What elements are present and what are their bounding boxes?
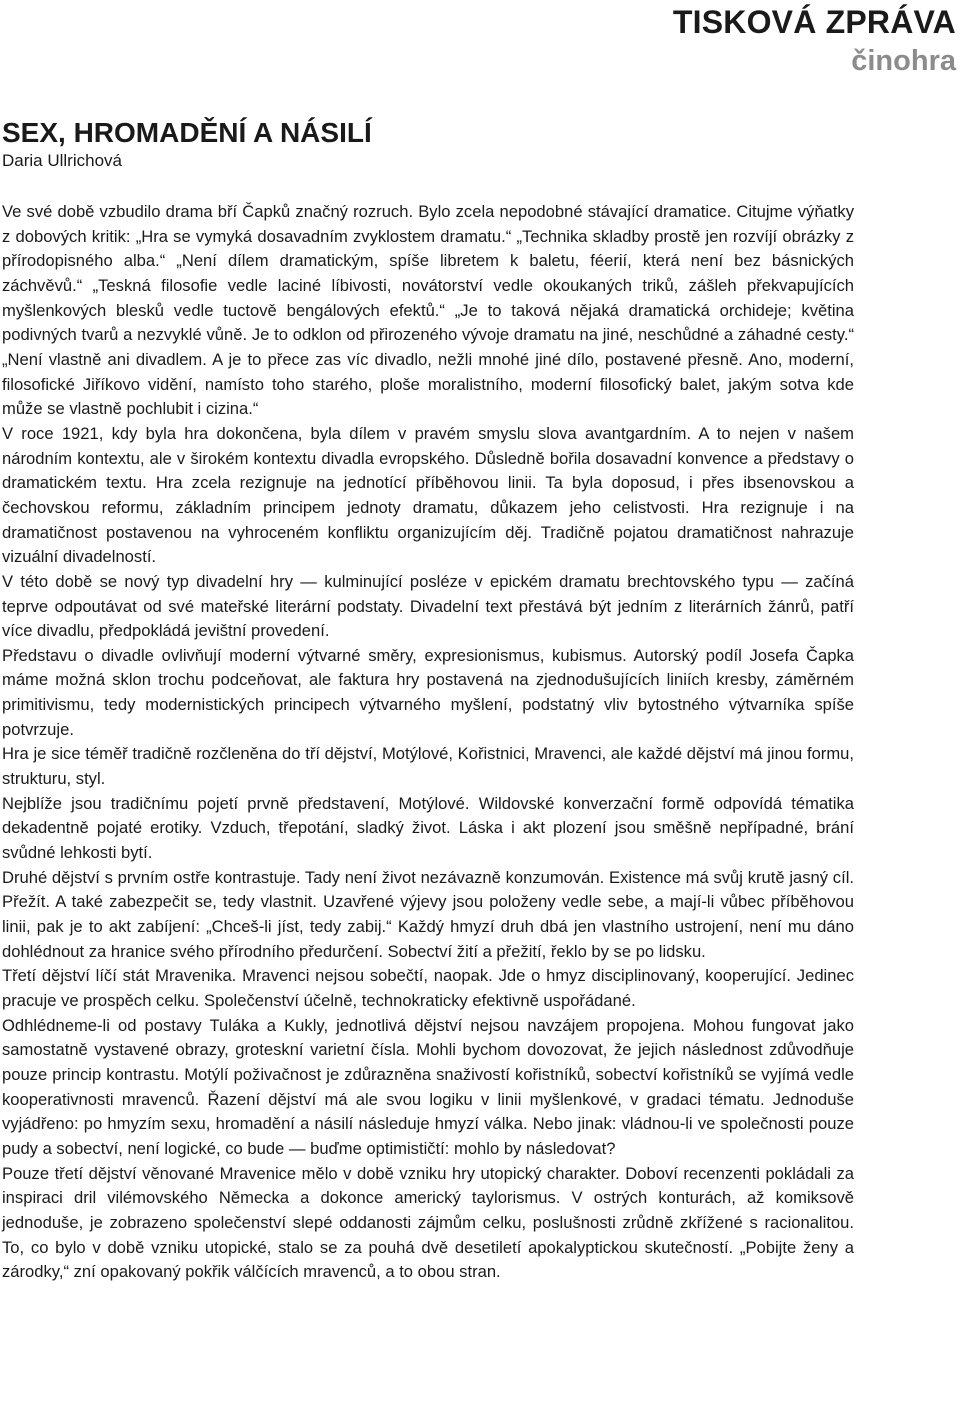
press-release-label: TISKOVÁ ZPRÁVA: [672, 4, 956, 40]
paragraph: Ve své době vzbudilo drama bří Čapků značný rozruch. Bylo zcela nepodobné stávající dramatice. Citujme výňatky z dobových kritik: „Hra se vymyká dosavadním zvyklostem dramatu.“ „Technika skladby prostě jen rozvíjí obrázky z přírodopisného alba.“ „Není dílem dramatickým, spíše libretem k baletu, féerií, která není bez básnických záchvěvů.“ „Teskná filosofie vedle laciné líbivosti, novátorství vedle okoukaných triků, zášleh překvapujících myšlenkových blesků vedle tuctově bengálových efektů.“ „Je to taková nějaká dramatická orchideje; květina podivných tvarů a nezvyklé vůně. Je to odklon od přirozeného vývoje dramatu na jiné, neschůdné a záhadné cesty.“ „Není vlastně ani divadlem. A je to přece zas víc divadlo, nežli mnohé jiné dílo, postavené přesně. Ano, moderní, filosofické Jiříkovo vidění, namísto toho starého, ploše moralistního, moderní filosofický balet, jakým sotva kde může se vlastně pochlubit i cizina.“: [2, 202, 854, 419]
paragraph: Druhé dějství s prvním ostře kontrastuje. Tady není život nezávazně konzumován. Existence má svůj krutě jasný cíl. Přežít. A také zabezpečit se, tedy vlastnit. Uzavřené výjevy jsou položeny vedle sebe, a mají-li vůbec příběhovou linii, pak je to akt zabíjení: „Chceš-li jíst, tedy zabij.“ Každý hmyzí druh dbá jen vlastního ustrojení, není mu dáno dohlédnout za hranice svého přírodního předurčení. Sobectví žití a přežití, řeklo by se po lidsku.: [2, 867, 854, 961]
paragraph: Hra je sice téměř tradičně rozčleněna do tří dějství, Motýlové, Kořistnici, Mravenci, ale každé dějství má jinou formu, strukturu, styl.: [2, 744, 854, 789]
paragraph: Odhlédneme-li od postavy Tuláka a Kukly, jednotlivá dějství nejsou navzájem propojena. Mohou fungovat jako samostatně vystavené obrazy, groteskní varietní čísla. Mohli bychom dovozovat, že jejich následnost zdůvodňuje pouze princip kontrastu. Motýlí poživačnost je zdůrazněna snaživostí kořistníků, sobectví kořistníků se vyjímá vedle kooperativnosti mravenců. Řazení dějství má ale svou logiku v linii myšlenkové, v gradaci tématu. Jednoduše vyjádřeno: po hmyzím sexu, hromadění a násilí následuje hmyzí válka. Nebo jinak: vládnou-li ve společnosti pouze pudy a sobectví, není logické, co bude — buďme optimističtí: mohlo by následovat?: [2, 1015, 854, 1158]
paragraph: Představu o divadle ovlivňují moderní výtvarné směry, expresionismus, kubismus. Autorský podíl Josefa Čapka máme možná sklon trochu podceňovat, ale faktura hry postavená na zjednodušujících liniích kresby, záměrném primitivismu, tedy modernistických principech výtvarného myšlení, podstatný vliv bytostného výtvarníka spíše potvrzuje.: [2, 645, 854, 739]
article-title: SEX, HROMADĚNÍ A NÁSILÍ: [2, 117, 372, 148]
article-author: Daria Ullrichová: [2, 151, 122, 170]
paragraph: Třetí dějství líčí stát Mravenika. Mravenci nejsou sobečtí, naopak. Jde o hmyz disciplinovaný, kooperující. Jedinec pracuje ve prospěch celku. Společenství účelně, technokraticky efektivně uspořádané.: [2, 966, 854, 1010]
article: [2, 116, 854, 1285]
paragraph: V této době se nový typ divadelní hry — kulminující posléze v epickém dramatu brechtovského typu — začíná teprve odpoutávat od své mateřské literární podstaty. Divadelní text přestává být jedním z literárních žánrů, patří více divadlu, předpokládá jevištní provedení.: [2, 571, 854, 641]
genre-label: činohra: [851, 45, 956, 77]
article-body: [2, 200, 854, 1285]
document-header: [673, 2, 956, 80]
paragraph: Nejblíže jsou tradičnímu pojetí prvně představení, Motýlové. Wildovské konverzační formě odpovídá tématika dekadentně pojaté erotiky. Vzduch, třepotání, sladký život. Láska i akt plození jsou směšně nepřípadné, brání svůdné lehkosti bytí.: [2, 793, 854, 863]
paragraph: V roce 1921, kdy byla hra dokončena, byla dílem v pravém smyslu slova avantgardním. A to nejen v našem národním kontextu, ale v širokém kontextu divadla evropského. Důsledně bořila dosavadní konvence a představy o dramatickém textu. Hra zcela rezignuje na jednotící příběhovou linii. Ta byla doposud, i přes ibsenovskou a čechovskou reformu, základním principem jednoty dramatu, důkazem jeho celistvosti. Hra rezignuje i na dramatičnost postavenou na vyhroceném konfliktu organizujícím děj. Tradičně pojatou dramatičnost nahrazuje vizuální divadelností.: [2, 423, 854, 567]
paragraph: Pouze třetí dějství věnované Mravenice mělo v době vzniku hry utopický charakter. Doboví recenzenti pokládali za inspiraci dril vilémovského Německa a dokonce americký taylorismus. V ostrých konturách, až komiksově jednoduše, je zobrazeno společenství slepé oddanosti zájmům celku, poslušnosti zrůdně zkřížené s racionalitou. To, co bylo v době vzniku utopické, stalo se za pouhá dvě desetiletí apokalyptickou skutečností. „Pobijte ženy a zárodky,“ zní opakovaný pokřik válčících mravenců, a to obou stran.: [2, 1163, 854, 1282]
